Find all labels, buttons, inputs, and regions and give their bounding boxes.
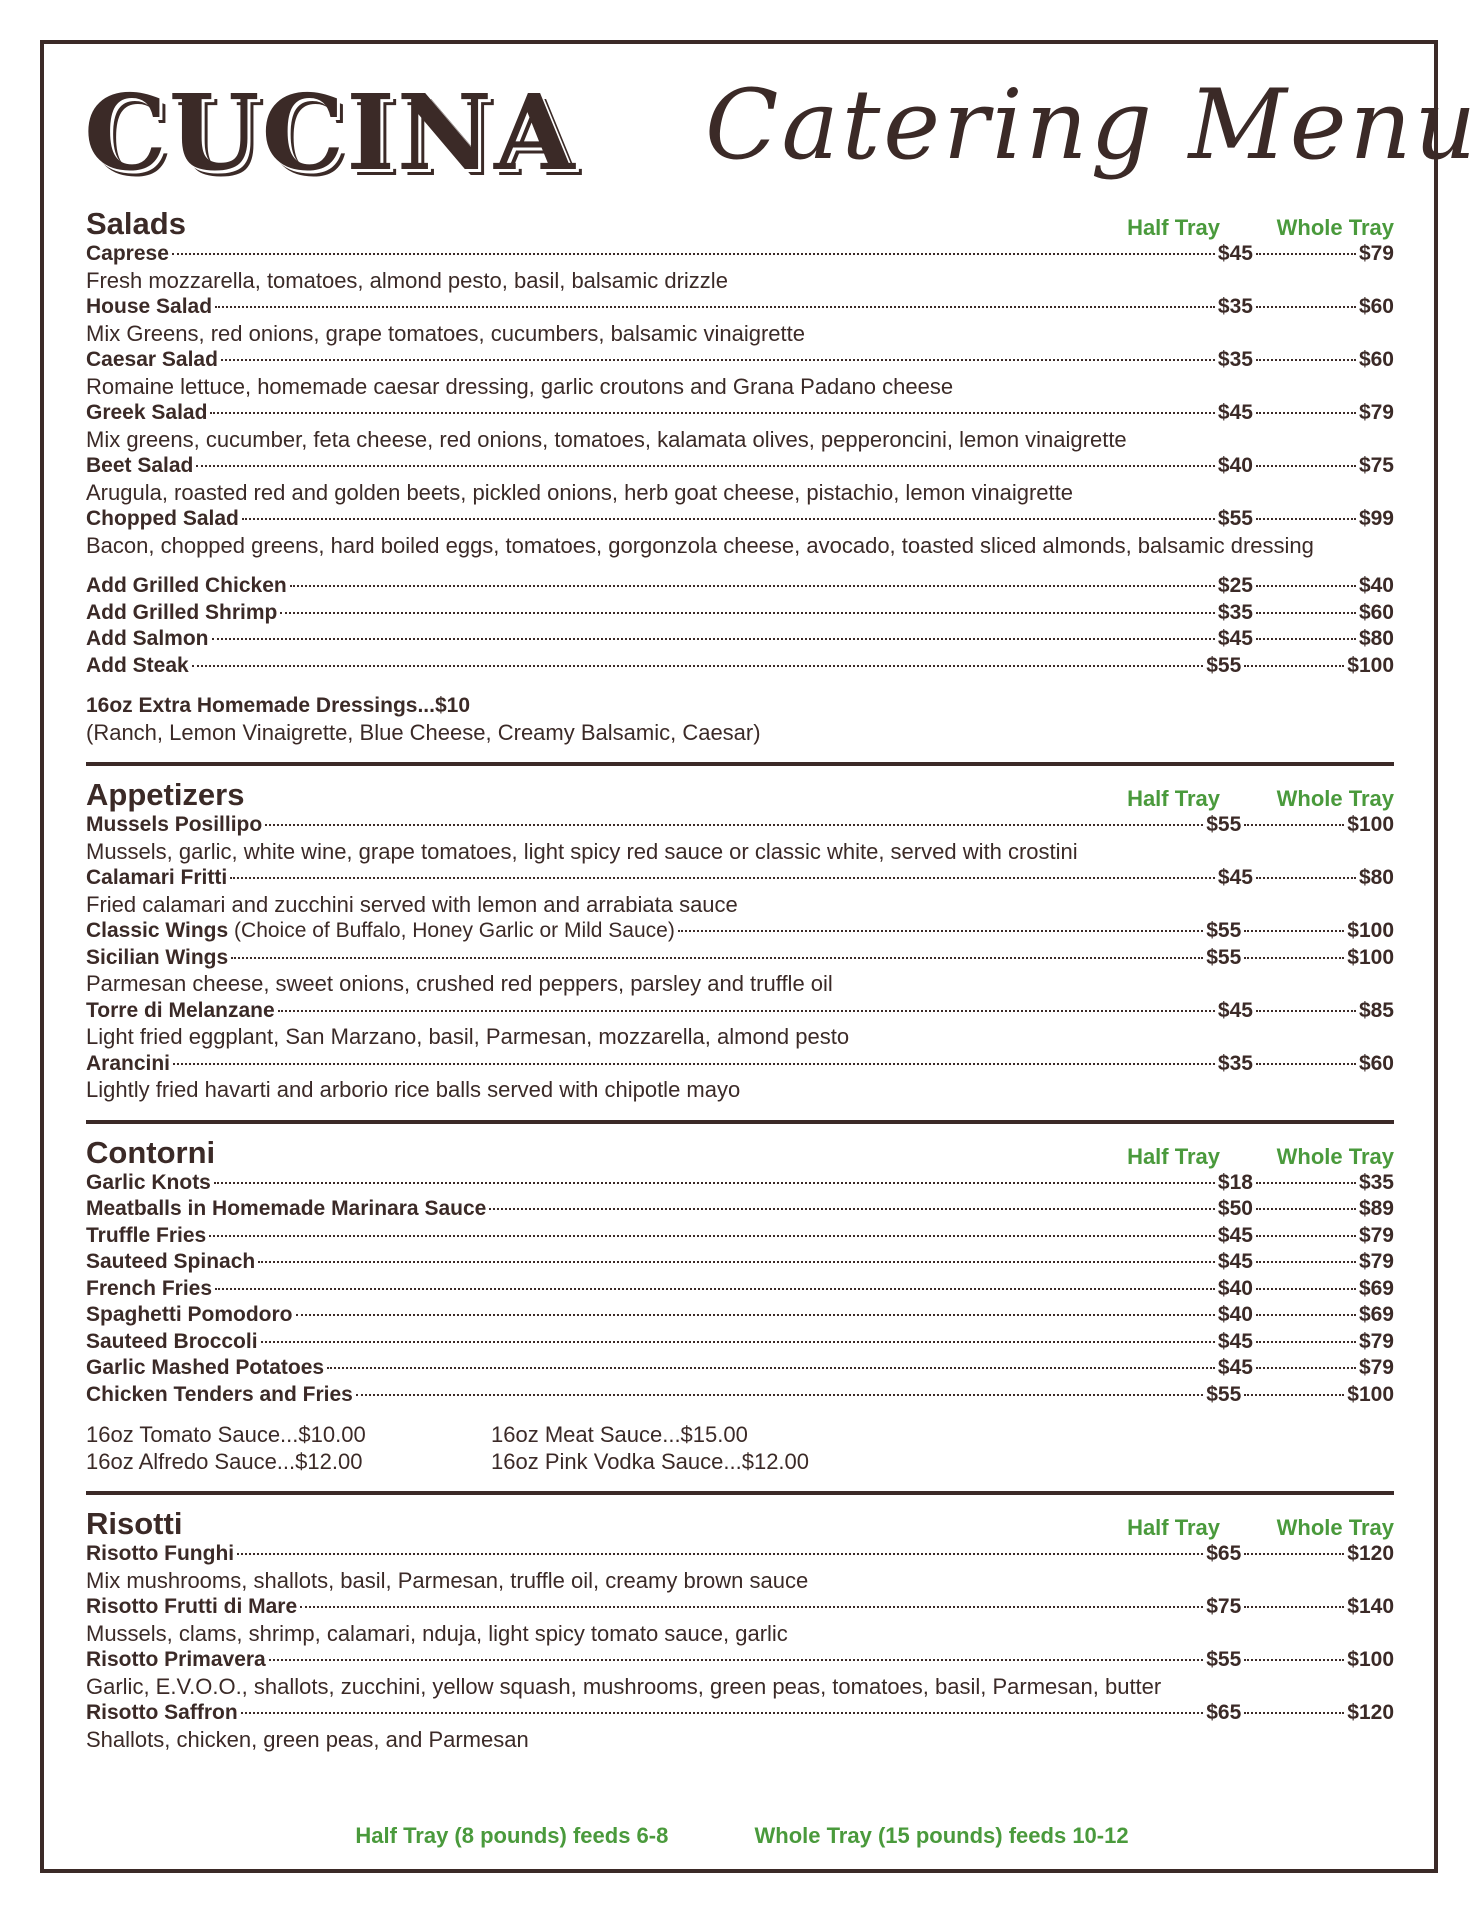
item-name — [86, 1051, 170, 1078]
dot-leader — [192, 665, 1204, 667]
section-divider — [86, 1491, 1394, 1495]
whole-tray-price: $35 — [1358, 1170, 1394, 1194]
section-title: Appetizers — [86, 777, 245, 812]
item-description: Mussels, clams, shrimp, calamari, nduja, light spicy tomato sauce, garlic — [86, 1620, 788, 1646]
menu-item-row — [86, 1051, 1394, 1078]
section-divider — [86, 1120, 1394, 1124]
half-tray-price: $55 — [1206, 919, 1242, 942]
item-name — [86, 865, 227, 892]
item-name — [86, 506, 239, 533]
dot-leader — [230, 877, 1215, 879]
whole-tray-price: $75 — [1358, 454, 1394, 477]
tray-headers — [1100, 215, 1394, 241]
half-tray-price: $55 — [1206, 1648, 1242, 1671]
menu-item-row — [86, 1647, 1394, 1674]
dot-leader — [1256, 1010, 1356, 1012]
item-name-text: Beet Salad — [86, 454, 194, 477]
section-title: Contorni — [86, 1134, 216, 1170]
dot-leader — [1256, 638, 1356, 640]
whole-tray-price: $80 — [1358, 627, 1394, 650]
item-name-text: Chicken Tenders and Fries — [86, 1382, 353, 1406]
contorni-list — [86, 1170, 1394, 1409]
dot-leader — [278, 1010, 1215, 1012]
half-tray-price: $45 — [1217, 866, 1253, 889]
item-name-text: French Fries — [86, 1276, 213, 1300]
tray-headers — [1100, 1144, 1394, 1170]
menu-title: Catering Menu — [705, 69, 1480, 181]
item-name-text: Risotto Primavera — [86, 1648, 266, 1671]
whole-tray-price: $80 — [1358, 866, 1394, 889]
whole-tray-price: $69 — [1358, 1303, 1394, 1326]
half-tray-price: $55 — [1217, 507, 1253, 530]
item-name-text: Garlic Knots — [86, 1170, 211, 1194]
dot-leader — [1256, 412, 1356, 414]
item-name-text: Risotto Saffron — [86, 1701, 238, 1724]
dot-leader — [214, 1182, 1215, 1184]
menu-item-row — [86, 400, 1394, 427]
half-tray-price: $45 — [1217, 998, 1253, 1022]
whole-tray-header: Whole Tray — [1276, 786, 1394, 811]
half-tray-price: $45 — [1217, 1250, 1253, 1273]
dot-leader — [1256, 1235, 1356, 1237]
dot-leader — [489, 1208, 1215, 1210]
dot-leader — [678, 930, 1203, 932]
tray-headers — [1100, 786, 1394, 812]
dot-leader — [1256, 465, 1356, 467]
whole-tray-header: Whole Tray — [1276, 1515, 1394, 1540]
salads-list — [86, 241, 1394, 559]
menu-item-row — [86, 918, 1394, 945]
dot-leader — [327, 1367, 1215, 1369]
item-name — [86, 347, 218, 374]
whole-tray-price: $120 — [1347, 1701, 1394, 1724]
section-divider — [86, 762, 1394, 766]
sauce-item: 16oz Meat Sauce...$15.00 — [491, 1422, 748, 1447]
sauce-item: 16oz Tomato Sauce...$10.00 — [86, 1422, 366, 1447]
half-tray-price: $45 — [1217, 1356, 1253, 1379]
item-name-text: Greek Salad — [86, 401, 208, 424]
item-name-text: Risotto Frutti di Mare — [86, 1595, 298, 1618]
risotti-list — [86, 1541, 1394, 1753]
half-tray-price: $45 — [1217, 627, 1253, 650]
dot-leader — [1256, 1314, 1356, 1316]
dot-leader — [215, 1288, 1215, 1290]
item-name-text: Sauteed Spinach — [86, 1250, 256, 1273]
item-name — [86, 294, 212, 321]
item-name — [86, 812, 262, 839]
item-description: Mix mushrooms, shallots, basil, Parmesan, truffle oil, creamy brown sauce — [86, 1567, 809, 1593]
item-note: (Choice of Buffalo, Honey Garlic or Mild Sauce) — [228, 919, 675, 942]
dot-leader — [290, 585, 1215, 587]
menu-header — [0, 0, 1484, 210]
dot-leader — [215, 306, 1215, 308]
menu-item-row — [86, 1541, 1394, 1568]
dot-leader — [1256, 1367, 1356, 1369]
whole-tray-price: $100 — [1347, 653, 1394, 677]
item-name — [86, 1594, 297, 1621]
dot-leader — [1256, 1341, 1356, 1343]
dot-leader — [210, 412, 1215, 414]
dressing-list: (Ranch, Lemon Vinaigrette, Blue Cheese, Creamy Balsamic, Caesar) — [86, 719, 761, 745]
dot-leader — [280, 612, 1215, 614]
item-name-text: Caprese — [86, 242, 169, 265]
item-name — [86, 1700, 238, 1727]
dot-leader — [241, 1712, 1204, 1714]
half-tray-price: $18 — [1217, 1170, 1253, 1194]
dot-leader — [1256, 877, 1356, 879]
menu-content — [86, 205, 1394, 1753]
item-name — [86, 1355, 324, 1382]
half-tray-price: $65 — [1206, 1542, 1242, 1565]
dot-leader — [1256, 585, 1356, 587]
item-name-text: Risotto Funghi — [86, 1542, 235, 1565]
item-name-text: Classic Wings — [86, 919, 229, 942]
whole-tray-price: $79 — [1358, 1356, 1394, 1379]
half-tray-price: $55 — [1206, 653, 1242, 677]
whole-tray-price: $100 — [1347, 919, 1394, 942]
dot-leader — [1244, 1712, 1344, 1714]
item-name-text: Meatballs in Homemade Marinara Sauce — [86, 1197, 487, 1220]
whole-tray-price: $60 — [1358, 295, 1394, 318]
whole-tray-price: $79 — [1358, 1223, 1394, 1247]
menu-item-row — [86, 1329, 1394, 1356]
menu-item-row — [86, 812, 1394, 839]
dot-leader — [265, 824, 1203, 826]
item-name — [86, 600, 277, 627]
menu-item-row — [86, 1249, 1394, 1276]
menu-item-row — [86, 1355, 1394, 1382]
item-name — [86, 1329, 258, 1356]
whole-tray-price: $69 — [1358, 1276, 1394, 1300]
dot-leader — [1256, 1063, 1356, 1065]
menu-item-row — [86, 1382, 1394, 1409]
whole-tray-price: $79 — [1358, 1250, 1394, 1273]
item-description: Shallots, chicken, green peas, and Parmesan — [86, 1726, 529, 1752]
item-name-text: Sauteed Broccoli — [86, 1329, 258, 1353]
sauce-item: 16oz Alfredo Sauce...$12.00 — [86, 1448, 363, 1474]
item-name-text: Torre di Melanzane — [86, 998, 275, 1022]
half-tray-price: $45 — [1217, 401, 1253, 424]
half-tray-price: $40 — [1217, 454, 1253, 477]
menu-item-row — [86, 1276, 1394, 1303]
appetizers-section — [86, 776, 1394, 1104]
menu-item-row — [86, 1594, 1394, 1621]
dot-leader — [356, 1394, 1203, 1396]
half-tray-price: $40 — [1217, 1276, 1253, 1300]
dot-leader — [237, 1553, 1203, 1555]
item-description: Mix Greens, red onions, grape tomatoes, cucumbers, balsamic vinaigrette — [86, 320, 805, 346]
whole-tray-price: $99 — [1358, 507, 1394, 530]
item-name-text: Add Grilled Chicken — [86, 574, 287, 597]
dot-leader — [1256, 1261, 1356, 1263]
item-name — [86, 453, 193, 480]
half-tray-price: $45 — [1217, 1329, 1253, 1353]
item-description: Mix greens, cucumber, feta cheese, red onions, tomatoes, kalamata olives, pepperoncini, lemon vinaigrette — [86, 426, 1127, 452]
menu-item-row — [86, 600, 1394, 627]
dot-leader — [300, 1606, 1203, 1608]
dot-leader — [209, 1235, 1215, 1237]
dot-leader — [1256, 1288, 1356, 1290]
dot-leader — [1244, 1394, 1344, 1396]
item-name — [86, 1302, 293, 1329]
dot-leader — [1256, 306, 1356, 308]
item-description: Mussels, garlic, white wine, grape tomatoes, light spicy red sauce or classic white, served with crostini — [86, 838, 1078, 864]
item-description: Bacon, chopped greens, hard boiled eggs, tomatoes, gorgonzola cheese, avocado, toasted sliced almonds, balsamic dressing — [86, 532, 1314, 558]
half-tray-price: $50 — [1217, 1197, 1253, 1220]
whole-tray-price: $100 — [1347, 945, 1394, 969]
item-name-text: Caesar Salad — [86, 348, 218, 371]
dot-leader — [269, 1659, 1204, 1661]
item-description: Lightly fried havarti and arborio rice balls served with chipotle mayo — [86, 1077, 741, 1102]
half-tray-price: $40 — [1217, 1303, 1253, 1326]
whole-tray-price: $40 — [1358, 574, 1394, 597]
whole-tray-price: $60 — [1358, 1051, 1394, 1075]
item-description: Fried calamari and zucchini served with lemon and arrabiata sauce — [86, 891, 738, 917]
item-name — [86, 653, 189, 680]
item-name-text: Calamari Fritti — [86, 866, 228, 889]
half-tray-price: $75 — [1206, 1595, 1242, 1618]
whole-tray-header: Whole Tray — [1276, 215, 1394, 240]
half-tray-header: Half Tray — [1127, 1143, 1220, 1169]
menu-item-row — [86, 1170, 1394, 1197]
half-tray-price: $55 — [1206, 945, 1242, 969]
half-tray-price: $35 — [1217, 600, 1253, 624]
item-name — [86, 1249, 255, 1276]
dot-leader — [258, 1261, 1215, 1263]
appetizers-list — [86, 812, 1394, 1104]
menu-item-row — [86, 573, 1394, 600]
dot-leader — [173, 1063, 1215, 1065]
dot-leader — [242, 518, 1215, 520]
brand-logo: CUCINA — [84, 71, 577, 194]
dot-leader — [172, 253, 1215, 255]
tray-headers — [1100, 1515, 1394, 1541]
item-description: Parmesan cheese, sweet onions, crushed red peppers, parsley and truffle oil — [86, 971, 833, 996]
whole-tray-header: Whole Tray — [1276, 1143, 1394, 1169]
half-tray-price: $25 — [1217, 574, 1253, 597]
item-name — [86, 1223, 206, 1250]
item-name — [86, 1541, 234, 1568]
item-name — [86, 1170, 211, 1197]
half-tray-header: Half Tray — [1127, 215, 1220, 240]
half-tray-price: $35 — [1217, 1051, 1253, 1075]
menu-item-row — [86, 506, 1394, 533]
item-name-text: House Salad — [86, 295, 213, 318]
dressing-note: 16oz Extra Homemade Dressings...$10 — [86, 694, 471, 717]
addons-list — [86, 573, 1394, 679]
item-description: Fresh mozzarella, tomatoes, almond pesto, basil, balsamic drizzle — [86, 267, 728, 293]
item-name — [86, 400, 207, 427]
item-name — [86, 573, 287, 600]
half-tray-price: $35 — [1217, 348, 1253, 371]
dot-leader — [296, 1314, 1215, 1316]
item-name-text: Add Grilled Shrimp — [86, 600, 278, 624]
dot-leader — [1244, 957, 1344, 959]
item-name-text: Add Steak — [86, 653, 189, 677]
item-name — [86, 1276, 212, 1303]
sauce-list — [86, 1422, 1394, 1475]
whole-tray-price: $79 — [1358, 1329, 1394, 1353]
dot-leader — [1244, 824, 1344, 826]
dot-leader — [1256, 359, 1356, 361]
item-name-text: Mussels Posillipo — [86, 813, 263, 836]
dot-leader — [1256, 1208, 1356, 1210]
sauce-item: 16oz Pink Vodka Sauce...$12.00 — [491, 1448, 810, 1474]
item-name-text: Add Salmon — [86, 627, 209, 650]
menu-item-row — [86, 945, 1394, 972]
dot-leader — [1256, 612, 1356, 614]
item-name-text: Truffle Fries — [86, 1223, 207, 1247]
item-name-text: Spaghetti Pomodoro — [86, 1303, 293, 1326]
whole-tray-price: $85 — [1358, 998, 1394, 1022]
item-description: Light fried eggplant, San Marzano, basil, Parmesan, mozzarella, almond pesto — [86, 1024, 850, 1049]
dot-leader — [1256, 1182, 1356, 1184]
section-title: Salads — [86, 206, 186, 241]
item-name — [86, 1647, 266, 1674]
half-tray-price: $45 — [1217, 1223, 1253, 1247]
dot-leader — [1244, 930, 1344, 932]
menu-item-row — [86, 1302, 1394, 1329]
whole-tray-price: $89 — [1358, 1197, 1394, 1220]
item-description: Romaine lettuce, homemade caesar dressing, garlic croutons and Grana Padano cheese — [86, 373, 954, 399]
menu-item-row — [86, 241, 1394, 268]
whole-tray-price: $100 — [1347, 813, 1394, 836]
dot-leader — [1244, 1606, 1344, 1608]
salads-section — [86, 205, 1394, 746]
dot-leader — [231, 957, 1203, 959]
whole-tray-price: $79 — [1358, 401, 1394, 424]
item-description: Arugula, roasted red and golden beets, pickled onions, herb goat cheese, pistachio, lemon vinaigrette — [86, 479, 1073, 505]
menu-item-row — [86, 347, 1394, 374]
menu-item-row — [86, 1700, 1394, 1727]
menu-item-row — [86, 453, 1394, 480]
item-name — [86, 918, 675, 945]
half-tray-header: Half Tray — [1127, 1515, 1220, 1540]
contorni-section — [86, 1134, 1394, 1476]
dot-leader — [1256, 253, 1356, 255]
half-tray-note: Half Tray (8 pounds) feeds 6-8 — [355, 1823, 669, 1848]
half-tray-price: $35 — [1217, 295, 1253, 318]
menu-item-row — [86, 1196, 1394, 1223]
dot-leader — [1244, 1553, 1344, 1555]
tray-size-footer — [0, 1823, 1484, 1849]
item-name — [86, 998, 275, 1025]
dot-leader — [212, 638, 1215, 640]
menu-item-row — [86, 865, 1394, 892]
item-name — [86, 1382, 353, 1409]
whole-tray-price: $60 — [1358, 348, 1394, 371]
menu-item-row — [86, 998, 1394, 1025]
item-name-text: Arancini — [86, 1051, 171, 1075]
item-name-text: Chopped Salad — [86, 507, 239, 530]
dot-leader — [1244, 665, 1344, 667]
half-tray-price: $65 — [1206, 1701, 1242, 1724]
half-tray-price: $55 — [1206, 1382, 1242, 1406]
menu-item-row — [86, 294, 1394, 321]
whole-tray-note: Whole Tray (15 pounds) feeds 10-12 — [754, 1823, 1129, 1848]
item-name-text: Sicilian Wings — [86, 945, 229, 969]
risotti-section — [86, 1505, 1394, 1753]
menu-item-row — [86, 626, 1394, 653]
whole-tray-price: $100 — [1347, 1382, 1394, 1406]
half-tray-price: $45 — [1217, 242, 1253, 265]
whole-tray-price: $100 — [1347, 1648, 1394, 1671]
item-name — [86, 241, 169, 268]
dot-leader — [221, 359, 1215, 361]
whole-tray-price: $140 — [1347, 1595, 1394, 1618]
whole-tray-price: $79 — [1358, 242, 1394, 265]
item-name — [86, 1196, 486, 1223]
item-name-text: Garlic Mashed Potatoes — [86, 1356, 325, 1379]
dot-leader — [196, 465, 1215, 467]
section-title: Risotti — [86, 1506, 183, 1541]
item-name — [86, 945, 228, 972]
whole-tray-price: $60 — [1358, 600, 1394, 624]
dot-leader — [1244, 1659, 1344, 1661]
menu-item-row — [86, 1223, 1394, 1250]
half-tray-price: $55 — [1206, 813, 1242, 836]
item-name — [86, 626, 209, 653]
dot-leader — [261, 1341, 1215, 1343]
dot-leader — [1256, 518, 1356, 520]
whole-tray-price: $120 — [1347, 1542, 1394, 1565]
item-description: Garlic, E.V.O.O., shallots, zucchini, yellow squash, mushrooms, green peas, tomatoes, basil, Parmesan, butter — [86, 1673, 1162, 1699]
half-tray-header: Half Tray — [1127, 786, 1220, 811]
menu-item-row — [86, 653, 1394, 680]
